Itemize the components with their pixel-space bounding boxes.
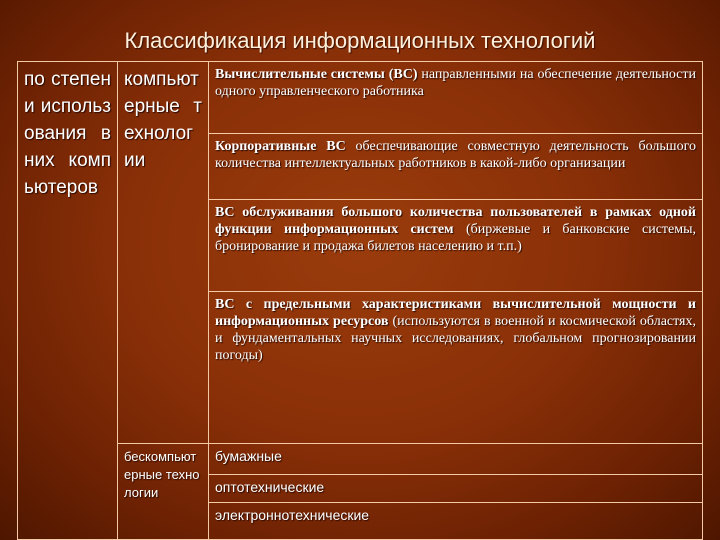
noncomputer-tech-row: оптотехнические bbox=[209, 475, 703, 503]
page-title: Классификация информационных технологий bbox=[124, 28, 596, 53]
computer-tech-header: компьютерные технологии bbox=[118, 62, 209, 444]
computer-tech-row: ВС обслуживания большого количества пользователей в рамках одной функции информационных систем (биржевые и банковские системы, бронирование и продажа билетов населению и т.п.) bbox=[209, 200, 703, 292]
classification-table bbox=[17, 61, 703, 540]
noncomputer-tech-row: электроннотехнические bbox=[209, 503, 703, 540]
computer-tech-row: Корпоративные ВС обеспечивающие совместную деятельность большого количества интеллектуальных работников в какой-либо организации bbox=[209, 134, 703, 200]
computer-tech-row: Вычислительные системы (ВС) направленными на обеспечение деятельности одного управленческого работника bbox=[209, 62, 703, 134]
noncomputer-tech-header: бескомпьютерные технологии bbox=[118, 444, 209, 540]
noncomputer-tech-row: бумажные bbox=[209, 444, 703, 475]
computer-tech-row: ВС с предельными характеристиками вычислительной мощности и информационных ресурсов (используются в военной и космической областях, и фундаментальных научных исследованиях, глобальном прогнозировании погоды) bbox=[209, 292, 703, 444]
usage-degree-header: по степени использования в них компьютеров bbox=[18, 62, 118, 540]
